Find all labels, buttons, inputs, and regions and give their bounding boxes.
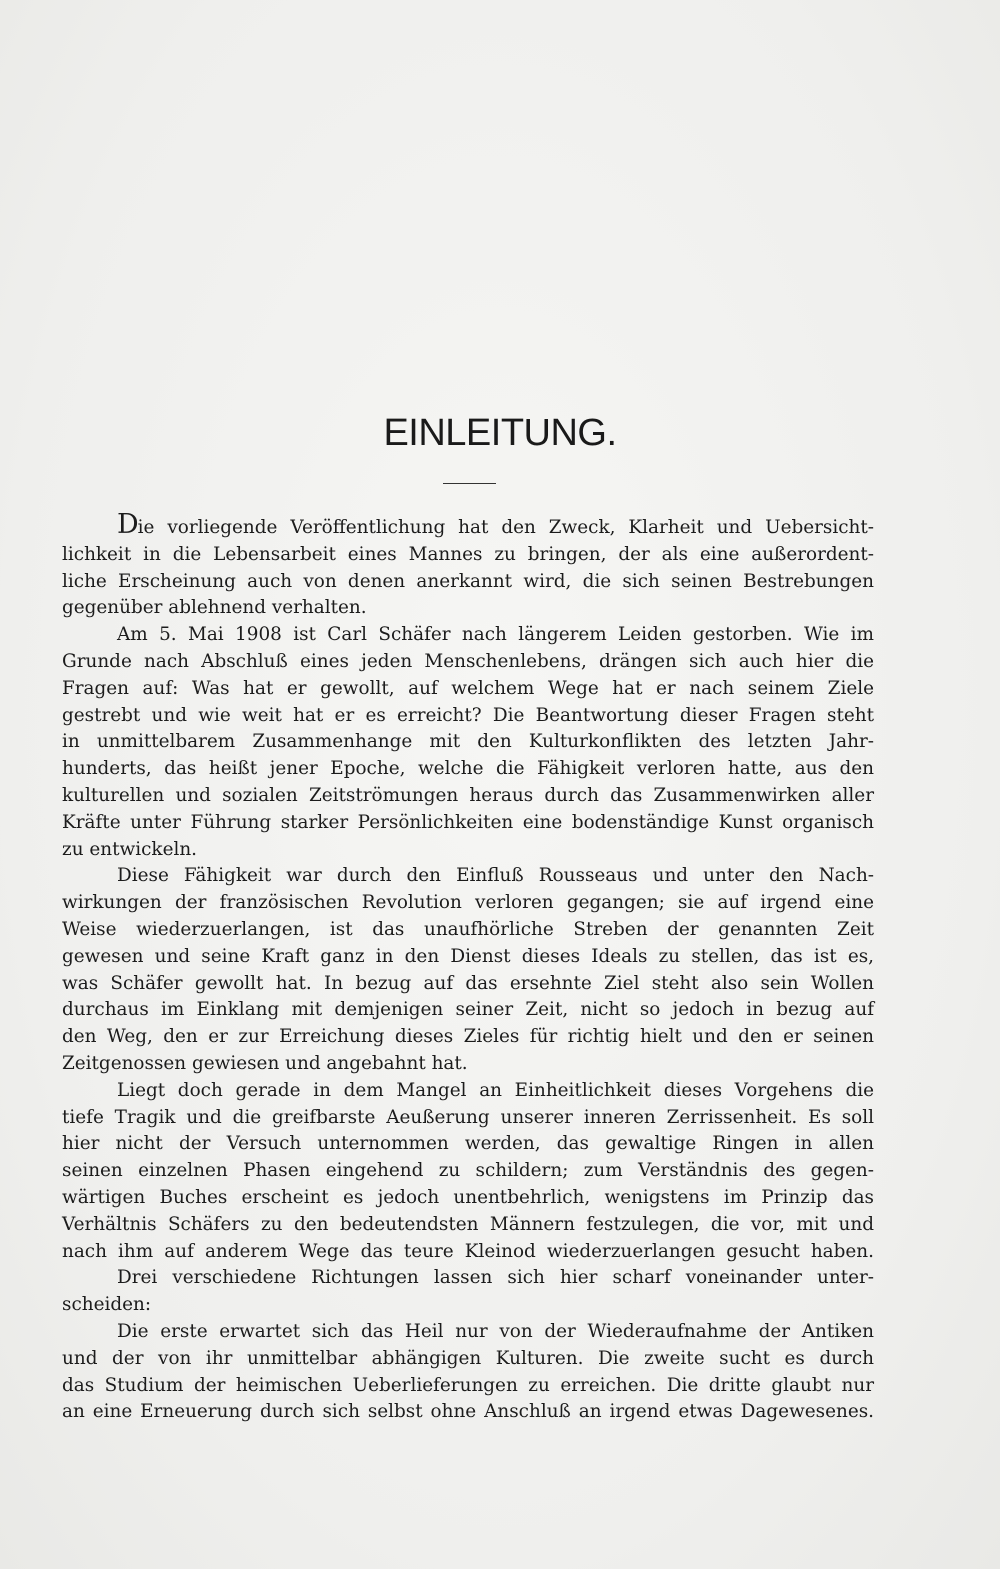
text-line: Fragen auf: Was hat er gewollt, auf welchem Wege hat er nach seinem Ziele <box>62 677 874 699</box>
text-line: liche Erscheinung auch von denen anerkannt wird, die sich seinen Bestrebungen <box>62 570 874 592</box>
text-line <box>62 509 874 542</box>
text-line: zu entwickeln. <box>62 838 198 860</box>
body-text <box>62 509 874 1426</box>
text-line: Am 5. Mai 1908 ist Carl Schäfer nach längerem Leiden gestorben. Wie im <box>117 624 874 646</box>
chapter-title: EINLEITUNG. <box>383 412 617 454</box>
text-line: hunderts, das heißt jener Epoche, welche die Fähigkeit verloren hatte, aus den <box>62 758 874 780</box>
text-line: das Studium der heimischen Ueberlieferungen zu erreichen. Die dritte glaubt nur <box>62 1374 874 1396</box>
text-line: Weise wiederzuerlangen, ist das unaufhörliche Streben der genannten Zeit <box>62 918 874 940</box>
text-line: Kräfte unter Führung starker Persönlichkeiten eine bodenständige Kunst organisch <box>62 811 874 833</box>
text-line: Grunde nach Abschluß eines jeden Menschenlebens, drängen sich auch hier die <box>62 650 874 672</box>
text-line: gestrebt und wie weit hat er es erreicht? Die Beantwortung dieser Fragen steht <box>62 704 874 726</box>
text-line: Die erste erwartet sich das Heil nur von der Wiederaufnahme der Antiken <box>117 1320 874 1342</box>
text-line: Verhältnis Schäfers zu den bedeutendsten Männern festzulegen, die vor, mit und <box>62 1213 874 1235</box>
text-line: lichkeit in die Lebensarbeit eines Mannes zu bringen, der als eine außerordent- <box>62 543 874 565</box>
text-line: hier nicht der Versuch unternommen werden, das gewaltige Ringen in allen <box>62 1133 874 1155</box>
text-line: gegenüber ablehnend verhalten. <box>62 597 367 619</box>
text-line: an eine Erneuerung durch sich selbst ohne Anschluß an irgend etwas Dagewesenes. <box>62 1401 874 1423</box>
text-line: seinen einzelnen Phasen eingehend zu schildern; zum Verständnis des gegen- <box>62 1160 874 1182</box>
text-line: Liegt doch gerade in dem Mangel an Einheitlichkeit dieses Vorgehens die <box>117 1079 874 1101</box>
text-line: gewesen und seine Kraft ganz in den Dienst dieses Ideals zu stellen, das ist es, <box>62 945 874 967</box>
text-line: was Schäfer gewollt hat. In bezug auf das ersehnte Ziel steht also sein Wollen <box>62 972 874 994</box>
text-line: scheiden: <box>62 1294 152 1316</box>
text-line: Diese Fähigkeit war durch den Einfluß Rousseaus und unter den Nach- <box>117 865 874 887</box>
text-line: Zeitgenossen gewiesen und angebahnt hat. <box>62 1052 468 1074</box>
text-line: und der von ihr unmittelbar abhängigen Kulturen. Die zweite sucht es durch <box>62 1347 874 1369</box>
text-line: nach ihm auf anderem Wege das teure Kleinod wiederzuerlangen gesucht haben. <box>62 1240 874 1262</box>
text-line: den Weg, den er zur Erreichung dieses Zieles für richtig hielt und den er seinen <box>62 1026 874 1048</box>
text-line: durchaus im Einklang mit demjenigen seiner Zeit, nicht so jedoch in bezug auf <box>62 999 874 1021</box>
line-text: ie vorliegende Veröffentlichung hat den Zweck, Klarheit und Uebersicht- <box>137 517 874 538</box>
initial-letter: D <box>117 509 138 540</box>
text-line: tiefe Tragik und die greifbarste Aeußerung unserer inneren Zerrissenheit. Es soll <box>62 1106 874 1128</box>
title-rule <box>443 483 496 484</box>
text-line: in unmittelbarem Zusammenhange mit den Kulturkonflikten des letzten Jahr- <box>62 731 874 753</box>
text-line: kulturellen und sozialen Zeitströmungen heraus durch das Zusammenwirken aller <box>62 784 874 806</box>
text-line: Drei verschiedene Richtungen lassen sich hier scharf voneinander unter- <box>117 1267 874 1289</box>
text-line: wirkungen der französischen Revolution verloren gegangen; sie auf irgend eine <box>62 892 874 914</box>
text-line: wärtigen Buches erscheint es jedoch unentbehrlich, wenigstens im Prinzip das <box>62 1186 874 1208</box>
